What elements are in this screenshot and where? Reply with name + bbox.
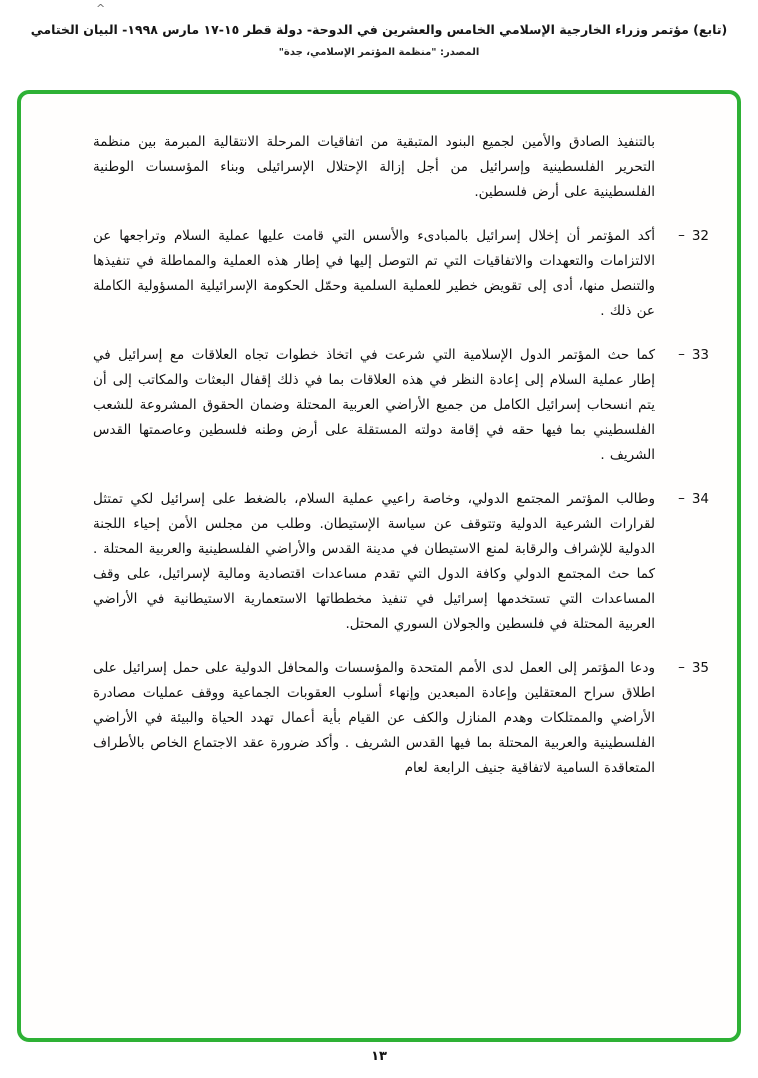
paragraph-number: 32 [691, 228, 709, 244]
paragraph-number-dash: – [678, 490, 685, 506]
page-footer [0, 1049, 758, 1064]
paragraph-number-marker [655, 224, 709, 324]
paragraph-number-marker [655, 343, 709, 468]
scan-artifact-mark: ^ [96, 2, 106, 15]
paragraph-number: 34 [691, 491, 709, 507]
paragraph-marker-empty [655, 130, 709, 205]
numbered-paragraph-row [93, 224, 709, 324]
numbered-paragraph-row [93, 487, 709, 637]
paragraph-number-dash: – [678, 659, 685, 675]
numbered-paragraph-list [93, 224, 709, 781]
document-source-line: المصدر: "منظمة المؤتمر الإسلامي، جدة" [278, 47, 480, 58]
paragraph-number-dash: – [678, 346, 685, 362]
paragraph-continuation-row [93, 130, 709, 205]
document-header [0, 22, 758, 58]
numbered-paragraph-row [93, 343, 709, 468]
paragraph-text: بالتنفيذ الصادق والأمين لجميع البنود المتبقية من اتفاقيات المرحلة الانتقالية المبرمة بين منظمة التحرير الفلسطينية وإسرائيل من أجل إزالة الإحتلال الإسرائيلى وبناء المؤسسات الوطنية الفلسطينية على أرض فلسطين. [93, 134, 655, 200]
paragraph-number: 35 [691, 660, 709, 676]
paragraph-text: وطالب المؤتمر المجتمع الدولي، وخاصة راعيي عملية السلام، بالضغط على إسرائيل لكي تمتثل لقرارات الشرعية الدولية وتتوقف عن سياسة الإستيطان. وطلب من مجلس الأمن إحياء اللجنة الدولية للإشراف والرقابة لمنع الاستيطان في مدينة القدس والأراضي الفلسطينية والعربية المحتلة . كما حث المجتمع الدولي وكافة الدول التي تقدم مساعدات اقتصادية ومالية لإسرائيل، على وقف المساعدات التي تستخدمها إسرائيل في تنفيذ مخططاتها الاستعمارية الاستيطانية في الأراضي العربية المحتلة في فلسطين والجولان السوري المحتل. [93, 491, 655, 632]
paragraph-text: كما حث المؤتمر الدول الإسلامية التي شرعت في اتخاذ خطوات تجاه العلاقات مع إسرائيل في إطار عملية السلام إلى إعادة النظر في هذه العلاقات بما في ذلك إقفال البعثات والمكاتب إلى أن يتم انسحاب إسرائيل الكامل من جميع الأراضي العربية المحتلة وضمان الحقوق المشروعة للشعب الفلسطيني بما فيها حقه في إقامة دولته المستقلة على أرض وطنه فلسطين وعاصمتها القدس الشريف . [93, 347, 655, 463]
paragraph-number-dash: – [678, 227, 685, 243]
paragraph-number-marker [655, 656, 709, 781]
paragraph-number-marker [655, 487, 709, 637]
paragraph-number: 33 [691, 347, 709, 363]
content-border-box [17, 90, 741, 1042]
numbered-paragraph-row [93, 656, 709, 781]
document-title: (تابع) مؤتمر وزراء الخارجية الإسلامي الخامس والعشرين في الدوحة- دولة قطر ١٥-١٧ مارس ١٩٩٨- البيان الختامي [30, 22, 728, 37]
document-body [21, 94, 737, 1038]
paragraph-text: أكد المؤتمر أن إخلال إسرائيل بالمبادىء والأسس التي قامت عليها عملية السلام وتراجعها عن الالتزامات والتعهدات والاتفاقيات التي تم التوصل إليها في إطار هذه العملية والمماطلة في تنفيذها والتنصل منها، أدى إلى تقويض خطير للعملية السلمية وحمّل الحكومة الإسرائيلية المسؤولية الكاملة عن ذلك . [93, 228, 655, 319]
paragraph-text: ودعا المؤتمر إلى العمل لدى الأمم المتحدة والمؤسسات والمحافل الدولية على حمل إسرائيل على اطلاق سراح المعتقلين وإعادة المبعدين وإنهاء أسلوب العقوبات الجماعية ووقف عمليات مصادرة الأراضي والممتلكات وهدم المنازل والكف عن القيام بأية أعمال تهدد الحياة والبيئة في الأراضي الفلسطينية والعربية المحتلة بما فيها القدس الشريف . وأكد ضرورة عقد الاجتماع الخاص بالأطراف المتعاقدة السامية لاتفاقية جنيف الرابعة لعام [93, 660, 655, 776]
page-number: ١٣ [371, 1049, 387, 1064]
